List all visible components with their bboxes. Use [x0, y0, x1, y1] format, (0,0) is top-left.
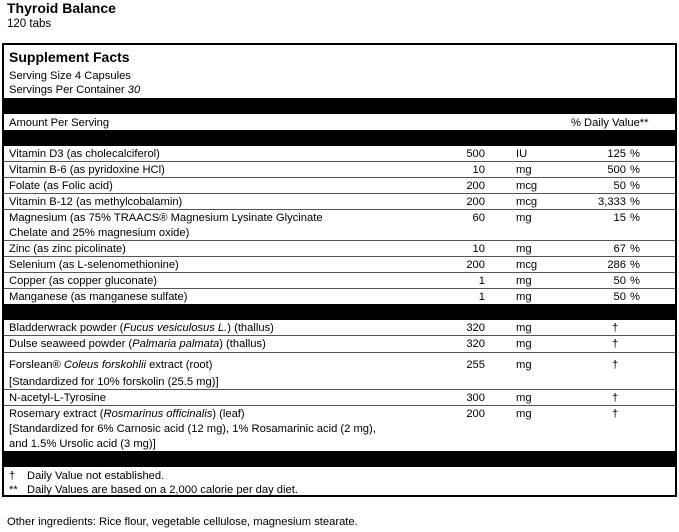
nutrient-amount: 10	[472, 243, 485, 255]
ingredient-name: Rosemary extract (Rosmarinus officinalis) (leaf)	[9, 408, 245, 420]
ingredient-unit: mg	[516, 408, 532, 420]
footnote-daily-value: ** Daily Values are based on a 2,000 calorie per day diet.	[9, 484, 298, 496]
ingredient-standardization: [Standardized for 6% Carnosic acid (12 mg), 1% Rosamarinic acid (2 mg),	[9, 423, 376, 435]
nutrient-name: Vitamin D3 (as cholecalciferol)	[9, 148, 160, 160]
ingredient-unit: mg	[516, 322, 532, 334]
nutrient-pct: %	[630, 148, 640, 160]
table-row	[4, 407, 675, 453]
nutrient-amount: 200	[466, 180, 485, 192]
serving-size: Serving Size 4 Capsules	[9, 70, 131, 82]
ingredient-name: Forslean® Coleus forskohlii extract (root)	[9, 359, 213, 371]
table-row	[4, 195, 675, 210]
ingredient-name: N-acetyl-L-Tyrosine	[9, 392, 106, 404]
table-row	[4, 274, 675, 289]
ingredient-unit: mg	[516, 392, 532, 404]
dagger-icon: †	[612, 392, 619, 404]
table-row	[4, 147, 675, 162]
ingredient-unit: mg	[516, 359, 532, 371]
nutrient-dv: 50	[613, 180, 626, 192]
nutrient-amount: 60	[472, 212, 485, 224]
nutrient-pct: %	[630, 275, 640, 287]
thick-divider	[4, 304, 675, 320]
table-row	[4, 242, 675, 257]
nutrient-amount: 1	[478, 291, 485, 303]
ingredient-amount: 320	[466, 338, 485, 350]
nutrient-amount: 10	[472, 164, 485, 176]
nutrient-unit: mcg	[516, 196, 538, 208]
dagger-icon: †	[612, 408, 619, 420]
ingredient-amount: 255	[466, 359, 485, 371]
servings-per-container-value: 30	[127, 84, 141, 96]
other-ingredients: Other ingredients: Rice flour, vegetable cellulose, magnesium stearate.	[7, 516, 358, 528]
dagger-icon: †	[612, 338, 619, 350]
nutrient-pct: %	[630, 212, 640, 224]
nutrient-name: Vitamin B-12 (as methylcobalamin)	[9, 196, 183, 208]
table-row	[4, 391, 675, 406]
nutrient-name-continued: Chelate and 25% magnesium oxide)	[9, 227, 190, 239]
nutrient-dv: 3,333	[598, 196, 626, 208]
product-title: Thyroid Balance	[7, 0, 116, 16]
nutrient-pct: %	[630, 196, 640, 208]
table-row	[4, 321, 675, 336]
ingredient-amount: 320	[466, 322, 485, 334]
nutrient-dv: 50	[613, 291, 626, 303]
nutrient-unit: mg	[516, 275, 532, 287]
thick-divider	[4, 130, 675, 146]
nutrient-amount: 1	[478, 275, 485, 287]
table-row	[4, 179, 675, 194]
thick-divider	[4, 451, 675, 467]
nutrient-name: Copper (as copper gluconate)	[9, 275, 158, 287]
nutrient-name: Folate (as Folic acid)	[9, 180, 113, 192]
facts-title: Supplement Facts	[9, 49, 130, 65]
nutrient-pct: %	[630, 243, 640, 255]
nutrient-unit: mcg	[516, 180, 538, 192]
footnote-dagger: † Daily Value not established.	[9, 470, 165, 482]
ingredient-amount: 200	[466, 408, 485, 420]
nutrient-unit: mg	[516, 212, 532, 224]
nutrient-unit: mg	[516, 164, 532, 176]
nutrient-unit: mg	[516, 243, 532, 255]
dagger-icon: †	[9, 470, 16, 482]
nutrient-name: Magnesium (as 75% TRAACS® Magnesium Lysinate Glycinate	[9, 212, 323, 224]
ingredient-standardization-continued: and 1.5% Ursolic acid (3 mg)]	[9, 438, 156, 450]
product-count: 120 tabs	[7, 18, 52, 30]
daily-value-header: % Daily Value**	[571, 117, 649, 129]
ingredient-standardization: [Standardized for 10% forskolin (25.5 mg)]	[9, 376, 219, 388]
nutrient-unit: mg	[516, 291, 532, 303]
dagger-icon: †	[612, 322, 619, 334]
double-asterisk-icon: **	[9, 484, 18, 496]
nutrient-name: Vitamin B-6 (as pyridoxine HCl)	[9, 164, 165, 176]
servings-per-container	[9, 83, 140, 97]
nutrient-unit: mcg	[516, 259, 538, 271]
nutrient-dv: 500	[607, 164, 626, 176]
table-row	[4, 258, 675, 273]
supplement-facts-panel	[2, 43, 677, 497]
nutrient-amount: 500	[466, 148, 485, 160]
nutrient-unit: IU	[516, 148, 528, 160]
nutrient-pct: %	[630, 291, 640, 303]
nutrient-pct: %	[630, 164, 640, 176]
dagger-icon: †	[612, 359, 619, 371]
ingredient-name: Bladderwrack powder (Fucus vesiculosus L.) (thallus)	[9, 322, 274, 334]
nutrient-amount: 200	[466, 259, 485, 271]
nutrient-pct: %	[630, 259, 640, 271]
nutrient-dv: 125	[607, 148, 626, 160]
nutrient-dv: 50	[613, 275, 626, 287]
amount-per-serving-header: Amount Per Serving	[9, 117, 110, 129]
header-row	[4, 116, 675, 130]
table-row	[4, 354, 675, 390]
thick-divider	[4, 98, 675, 114]
servings-per-container-label: Servings Per Container	[9, 84, 125, 96]
nutrient-name: Zinc (as zinc picolinate)	[9, 243, 126, 255]
ingredient-name: Dulse seaweed powder (Palmaria palmata) (thallus)	[9, 338, 266, 350]
table-row	[4, 211, 675, 241]
nutrient-dv: 15	[613, 212, 626, 224]
table-row	[4, 290, 675, 305]
nutrient-name: Manganese (as manganese sulfate)	[9, 291, 188, 303]
nutrient-amount: 200	[466, 196, 485, 208]
ingredient-unit: mg	[516, 338, 532, 350]
ingredient-amount: 300	[466, 392, 485, 404]
nutrient-pct: %	[630, 180, 640, 192]
nutrient-dv: 67	[613, 243, 626, 255]
nutrient-dv: 286	[607, 259, 626, 271]
table-row	[4, 163, 675, 178]
nutrient-name: Selenium (as L-selenomethionine)	[9, 259, 179, 271]
table-row	[4, 337, 675, 353]
